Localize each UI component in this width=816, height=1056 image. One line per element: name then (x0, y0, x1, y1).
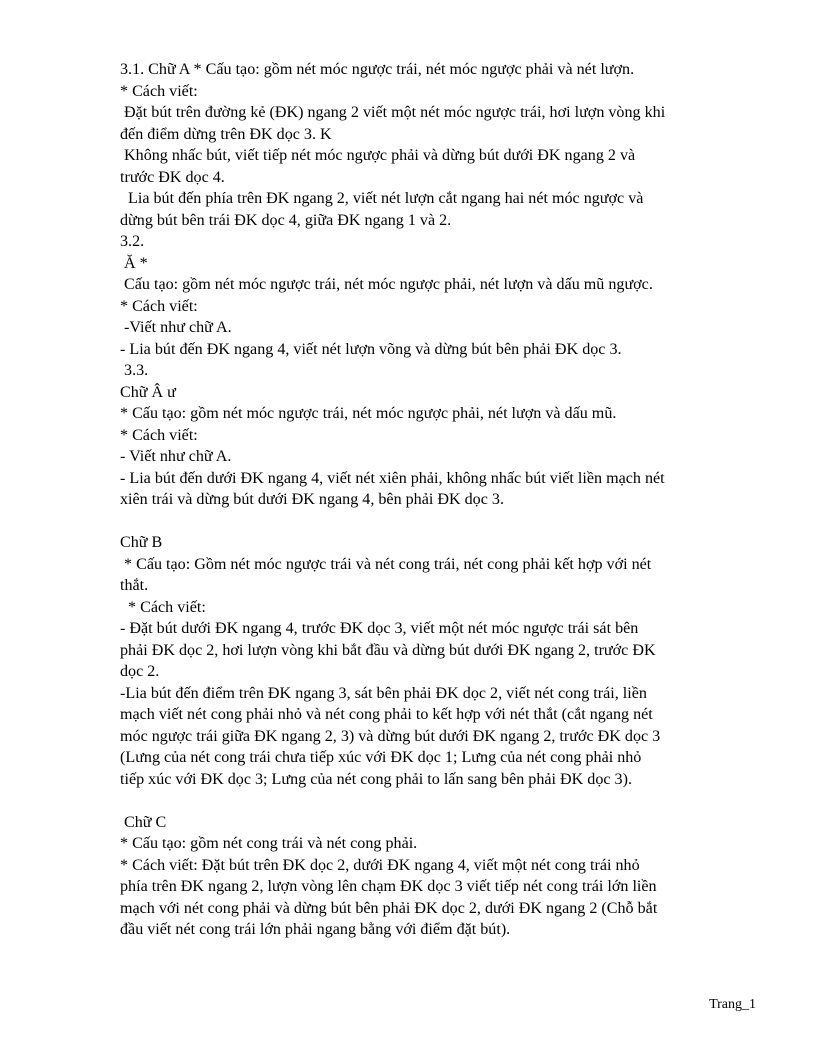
text-line: Chữ B (120, 534, 163, 551)
text-line: Đặt bút trên đường kẻ (ĐK) ngang 2 viết một nét móc ngược trái, hơi lượn vòng khi (120, 104, 666, 121)
text-line: mạch viết nét cong phải nhỏ và nét cong phải to kết hợp với nét thắt (cắt ngang nét (120, 706, 653, 723)
text-line: Không nhấc bút, viết tiếp nét móc ngược phải và dừng bút dưới ĐK ngang 2 và (120, 147, 636, 164)
text-line: * Cấu tạo: gồm nét móc ngược trái, nét móc ngược phải, nét lượn và dấu mũ. (120, 405, 617, 422)
text-line: * Cách viết: (120, 426, 198, 444)
page-number: Trang_1 (709, 997, 756, 1012)
text-line: Lia bút đến phía trên ĐK ngang 2, viết nét lượn cắt ngang hai nét móc ngược và (120, 190, 644, 207)
text-line: -Viết như chữ A. (120, 319, 232, 336)
text-line: đầu viết nét cong trái lớn phải ngang bằng với điểm đặt bút). (120, 921, 511, 938)
text-line: dọc 2. (120, 663, 160, 680)
text-line: tiếp xúc với ĐK dọc 3; Lưng của nét cong phải to lấn sang bên phải ĐK dọc 3). (120, 770, 632, 788)
text-line: trước ĐK dọc 4. (120, 168, 225, 186)
text-line: -Lia bút đến điểm trên ĐK ngang 3, sát bên phải ĐK dọc 2, viết nét cong trái, liền (120, 684, 647, 702)
text-line: thắt. (120, 577, 149, 594)
blank-line (120, 511, 770, 533)
text-line: * Cách viết: (120, 82, 198, 100)
text-line: phía trên ĐK ngang 2, lượn vòng lên chạm ĐK dọc 3 viết tiếp nét cong trái lớn liền (120, 878, 657, 895)
text-line: phải ĐK dọc 2, hơi lượn vòng khi bắt đầu và dừng bút dưới ĐK ngang 2, trước ĐK (120, 641, 656, 659)
text-line: - Lia bút đến ĐK ngang 4, viết nét lượn võng và dừng bút bên phải ĐK dọc 3. (120, 340, 622, 358)
text-line: * Cấu tạo: gồm nét cong trái và nét cong phải. (120, 835, 418, 852)
text-line: * Cách viết: (120, 598, 206, 616)
text-line: (Lưng của nét cong trái chưa tiếp xúc với ĐK dọc 1; Lưng của nét cong phải nhỏ (120, 749, 642, 766)
text-line: đến điểm dừng trên ĐK dọc 3. K (120, 125, 332, 143)
text-line: - Đặt bút dưới ĐK ngang 4, trước ĐK dọc 3, viết một nét móc ngược trái sát bên (120, 620, 639, 637)
text-line: * Cấu tạo: Gồm nét móc ngược trái và nét cong trái, nét cong phải kết hợp với nét (120, 555, 652, 573)
text-line: * Cách viết: Đặt bút trên ĐK dọc 2, dưới ĐK ngang 4, viết một nét cong trái nhỏ (120, 856, 640, 874)
text-line: xiên trái và dừng bút dưới ĐK ngang 4, bên phải ĐK dọc 3. (120, 491, 504, 508)
text-line: Ă * (120, 254, 148, 272)
text-line: móc ngược trái giữa ĐK ngang 2, 3) và dừng bút dưới ĐK ngang 2, trước ĐK dọc 3 (120, 727, 661, 745)
text-line: - Lia bút đến dưới ĐK ngang 4, viết nét xiên phải, không nhấc bút viết liền mạch nét (120, 469, 665, 487)
text-line: dừng bút bên trái ĐK dọc 4, giữa ĐK ngang 1 và 2. (120, 211, 452, 229)
text-line: - Viết như chữ A. (120, 448, 232, 465)
text-line: 3.3. (120, 362, 149, 379)
text-line: 3.2. (120, 233, 145, 250)
blank-line (120, 790, 770, 812)
text-line: * Cách viết: (120, 297, 198, 315)
text-line: Chữ C (120, 813, 167, 831)
document-body (120, 59, 770, 941)
text-line: Cấu tạo: gồm nét móc ngược trái, nét móc ngược phải, nét lượn và dấu mũ ngược. (120, 276, 653, 293)
text-line: mạch với nét cong phải và dừng bút bên phải ĐK dọc 2, dưới ĐK ngang 2 (Chỗ bắt (120, 899, 658, 917)
text-line: Chữ Â ư (120, 383, 176, 401)
text-line: 3.1. Chữ A * Cấu tạo: gồm nét móc ngược trái, nét móc ngược phải và nét lượn. (120, 61, 635, 78)
